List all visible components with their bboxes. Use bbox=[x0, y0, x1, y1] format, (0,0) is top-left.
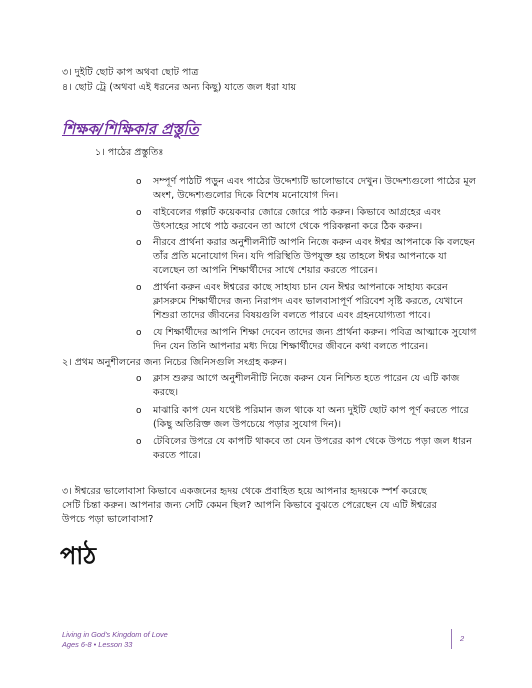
bullet-marker: o bbox=[136, 283, 142, 293]
step1-bullet-3-line-2: তাঁর প্রতি মনোযোগ দিন। যদি পরিস্থিতি উপযুক্ত হয় তাহলে ঈশ্বর আপনাকে যা bbox=[153, 251, 447, 262]
materials-item-3: ৩। দুইটি ছোট কাপ অথবা ছোট পাত্র bbox=[62, 67, 199, 78]
bullet-marker: o bbox=[136, 177, 142, 187]
footer-divider bbox=[451, 629, 452, 649]
step2-bullet-3-line-2: করতে পারে। bbox=[153, 450, 201, 461]
step3-line-1: ৩। ঈশ্বরের ভালোবাসা কিভাবে একজনের হৃদয় থেকে প্রবাহিত হয়ে আপনার হৃদয়কে স্পর্শ করেছে bbox=[62, 486, 427, 497]
step1-bullet-5-line-1: যে শিক্ষার্থীদের আপনি শিক্ষা দেবেন তাদের জন্য প্রার্থনা করুন। পবিত্র আত্মাকে সুযোগ bbox=[153, 327, 477, 338]
step1-bullet-5-line-2: দিন যেন তিনি আপনার মধ্য দিয়ে শিক্ষার্থীদের জীবনে কথা বলতে পারেন। bbox=[153, 341, 429, 352]
materials-item-4: ৪। ছোট ট্রে (অথবা এই ধরনের অন্য কিছু) যাতে জল ধরা যায় bbox=[62, 82, 297, 93]
bullet-marker: o bbox=[136, 208, 142, 218]
step2-bullet-2-line-1: মাঝারি কাপ যেন যথেষ্ট পরিমান জল থাকে যা অন্য দুইটি ছোট কাপ পূর্ণ করতে পারে bbox=[153, 405, 469, 416]
lesson-title: পাঠ bbox=[60, 542, 97, 570]
step1-bullet-4-line-3: শিশুরা তাদের জীবনের বিষয়গুলি বলতে পারবে এবং গ্রহনযোগ্যতা পাবে। bbox=[153, 310, 431, 321]
step1-bullet-4-line-2: ক্লাসরুমে শিক্ষার্থীদের জন্য নিরাপদ এবং ভালবাসাপূর্ণ পরিবেশ সৃষ্টি করতে, যেখানে bbox=[153, 296, 463, 307]
bullet-marker: o bbox=[136, 238, 142, 248]
page-number: 2 bbox=[460, 634, 465, 643]
step1-bullet-3-line-1: নীরবে প্রার্থনা করার অনুশীলনীটি আপনি নিজে করুন এবং ঈশ্বর আপনাকে কি বলছেন bbox=[153, 237, 476, 248]
step1-bullet-2-line-2: উৎসাহের সাথে পাঠ করবেন তা আগে থেকে পরিকল্পনা করে ঠিক করুন। bbox=[153, 221, 423, 232]
step1-bullet-4-line-1: প্রার্থনা করুন এবং ঈশ্বরের কাছে সাহায্য চান যেন ঈশ্বর আপনাকে সাহায্য করেন bbox=[153, 282, 448, 293]
step3-line-2: সেটি চিন্তা করুন। আপনার জন্য সেটি কেমন ছিল? আপনি কিভাবে বুঝতে পেরেছেন যে এটি ঈশ্বরের bbox=[62, 500, 437, 511]
section-heading: শিক্ষক/শিক্ষিকার প্রস্তুতি bbox=[62, 120, 199, 138]
bullet-marker: o bbox=[136, 406, 142, 416]
bullet-marker: o bbox=[136, 328, 142, 338]
step2-bullet-3-line-1: টেবিলের উপরে যে কাপটি থাকবে তা যেন উপরের কাপ থেকে উপচে পড়া জল ধারন bbox=[153, 436, 472, 447]
step3-line-3: উপচে পড়া ভালোবাসা? bbox=[62, 514, 154, 525]
step1-bullet-1-line-1: সম্পূর্ণ পাঠটি পড়ুন এবং পাঠের উদ্দেশ্যটি ভালোভাবে দেখুন। উদ্দেশ্যগুলো পাঠের মূল bbox=[153, 176, 476, 187]
step1-title: ১। পাঠের প্রস্তুতিঃ bbox=[95, 147, 164, 158]
footer-lesson-info: Ages 6-8 • Lesson 33 bbox=[62, 640, 133, 649]
bullet-marker: o bbox=[136, 437, 142, 447]
step2-bullet-1-line-1: ক্লাস শুরুর আগে অনুশীলনীটি নিজে করুন যেন নিশ্চিত হতে পারেন যে এটি কাজ bbox=[153, 373, 460, 384]
footer-series-title: Living in God's Kingdom of Love bbox=[62, 630, 168, 639]
step1-bullet-2-line-1: বাইবেলের গল্পটি কয়েকবার জোরে জোরে পাঠ করুন। কিভাবে আগ্রহের এবং bbox=[153, 207, 441, 218]
step2-bullet-1-line-2: করছে। bbox=[153, 387, 179, 398]
step2-title: ২। প্রথম অনুশীলনের জন্য নিচের জিনিসগুলি সংগ্রহ করুন। bbox=[62, 357, 287, 368]
step2-bullet-2-line-2: (কিছু অতিরিক্ত জল উপচেয়ে পড়ার সুযোগ দিন)। bbox=[153, 419, 342, 430]
step1-bullet-1-line-2: অংশ, উদ্দেশ্যগুলোর দিকে বিশেষ মনোযোগ দিন। bbox=[153, 190, 339, 201]
bullet-marker: o bbox=[136, 374, 142, 384]
step1-bullet-3-line-3: বলেছেন তা আপনি শিক্ষার্থীদের সাথে শেয়ার করতে পারেন। bbox=[153, 265, 378, 276]
